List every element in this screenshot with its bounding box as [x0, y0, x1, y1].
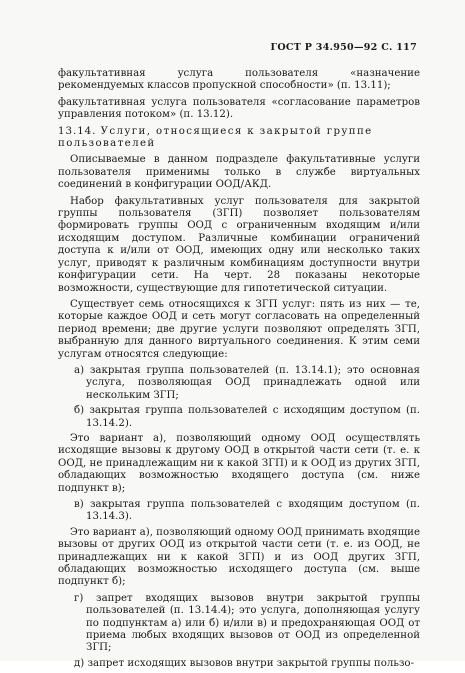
list-item-d: д) запрет исходящих вызовов внутри закрытой группы пользо- — [74, 657, 415, 669]
section-number: 13.14. — [58, 125, 97, 137]
paragraph-3: Существует семь относящихся к ЗГП услуг: пять из них — те, которые каждое ООД и сеть могут согласовать на определенный период времени; две другие услуги позволяют определять ЗГП, выбранную для данного виртуального соединения. К этим семи услугам относятся следующие: — [58, 298, 420, 360]
section-heading — [58, 126, 420, 151]
running-header: ГОСТ Р 34.950—92 С. 117 — [270, 42, 417, 53]
list-item-c: в) закрытая группа пользователей с входящим доступом (п. 13.14.3). — [74, 499, 420, 523]
paragraph-5: Это вариант а), позволяющий одному ООД принимать входящие вызовы от других ООД из открытой части сети (т. е. из ООД, не принадлежащих ни к какой ЗГП) и из ООД других ЗГП, обладающих возможностью исходящего доступа (см. выше подпункт б); — [58, 526, 421, 588]
list-item-a: а) закрытая группа пользователей (п. 13.14.1); это основная услуга, позволяющая ООД принадлежать одной или нескольким ЗГП; — [74, 364, 420, 401]
list-item-b: б) закрытая группа пользователей с исходящим доступом (п. 13.14.2). — [74, 405, 420, 429]
page-body — [58, 68, 420, 673]
continued-line-2: факультативная услуга пользователя «согласование параметров управления потоком» (п. 13.12). — [58, 96, 420, 121]
paragraph-4: Это вариант а), позволяющий одному ООД осуществлять исходящие вызовы к другому ООД в открытой части сети (т. е. к ООД, не принадлежащим ни к какой ЗГП) и к ООД из других ЗГП, обладающих возможностью входящего доступа (см. ниже подпункт в); — [58, 432, 420, 494]
paragraph-1: Описываемые в данном подразделе факультативные услуги пользователя применимы только в службе виртуальных соединений в конфигурации ООД/АКД. — [58, 154, 420, 191]
list-item-g: г) запрет входящих вызовов внутри закрытой группы пользователей (п. 13.14.4); это услуга, дополняющая услугу по подпунктам а) или б) и/или в) и предохраняющая ООД от приема любых входящих вызовов от ООД из определенной ЗГП; — [74, 592, 420, 654]
continued-line-1: факультативная услуга пользователя «назначение рекомендуемых классов пропускной способности» (п. 13.11); — [58, 68, 420, 92]
section-title: Услуги, относящиеся к закрытой группе пользователей — [58, 125, 373, 150]
paragraph-2: Набор факультативных услуг пользователя для закрытой группы пользователя (ЗГП) позволяет пользователям формировать группы ООД с ограниченным входящим и/или исходящим доступом. Различные комбинации ограничений доступа к и/или от ООД, имеющих одну или несколько таких услуг, приводят к различным комбинациям доступности внутри конфигурации сети. На черт. 28 показаны некоторые возможности, существующие для гипотетической ситуации. — [58, 195, 420, 294]
